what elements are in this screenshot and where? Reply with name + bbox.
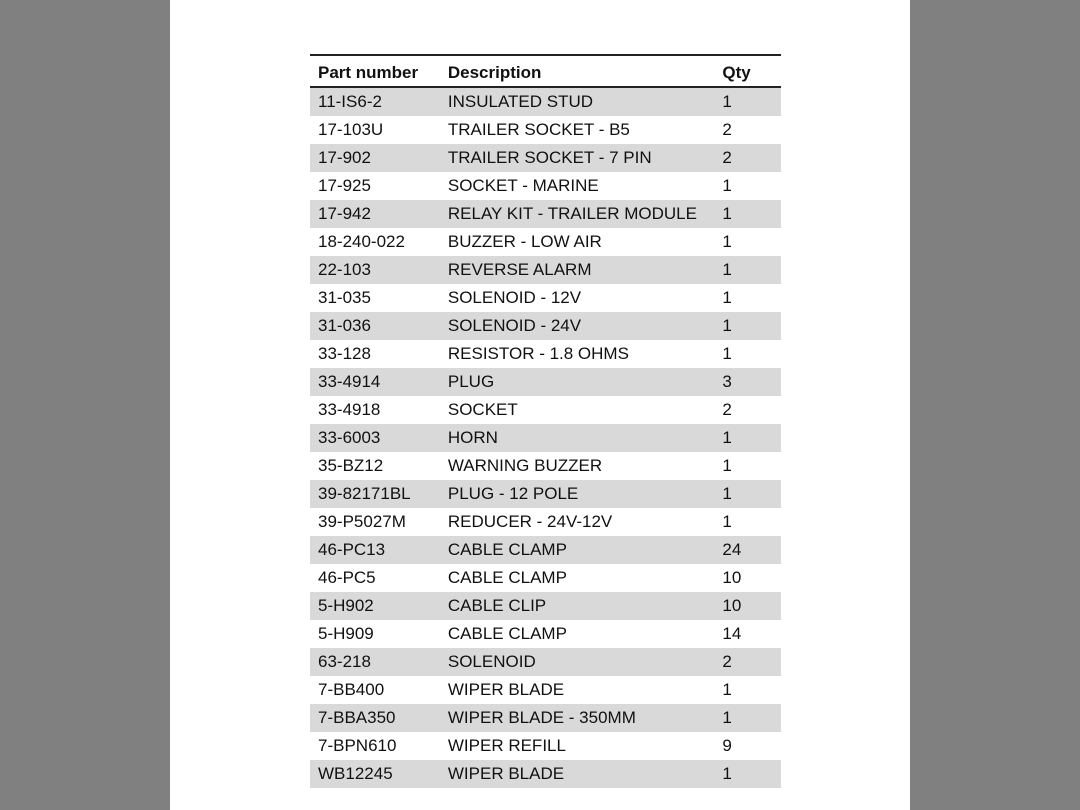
description-cell: CABLE CLAMP (447, 624, 567, 643)
part-number-cell: 46-PC5 (318, 568, 376, 587)
part-number-cell: 17-902 (310, 144, 440, 172)
qty-cell: 1 (722, 288, 732, 307)
description-cell: TRAILER SOCKET - 7 PIN (440, 144, 715, 172)
part-number-cell: 17-925 (318, 176, 371, 195)
table-row (310, 536, 781, 564)
table-header-row (310, 55, 781, 87)
description-cell: SOLENOID (440, 648, 715, 676)
table-row (310, 620, 781, 648)
qty-cell: 1 (722, 232, 732, 251)
qty-cell: 1 (722, 176, 732, 195)
part-number-cell: WB12245 (310, 760, 440, 788)
parts-table (310, 54, 781, 788)
part-number-cell: 39-82171BL (310, 480, 440, 508)
qty-cell: 1 (714, 760, 781, 788)
description-cell: WIPER BLADE (447, 680, 565, 699)
qty-cell: 1 (714, 704, 781, 732)
part-number-cell: 7-BBA350 (310, 704, 440, 732)
table-row (310, 340, 781, 368)
part-number-cell: 33-4918 (318, 400, 381, 419)
part-number-cell: 18-240-022 (318, 232, 405, 251)
table-row (310, 760, 781, 788)
table-row (310, 480, 781, 508)
part-number-cell: 33-128 (318, 344, 371, 363)
part-number-cell: 35-BZ12 (318, 456, 384, 475)
part-number-cell: 11-IS6-2 (310, 87, 440, 116)
description-cell: SOLENOID - 12V (447, 288, 582, 307)
part-number-cell: 5-H902 (310, 592, 440, 620)
part-number-cell: 63-218 (310, 648, 440, 676)
qty-cell: 1 (722, 680, 732, 699)
part-number-cell: 17-942 (310, 200, 440, 228)
table-row (310, 368, 781, 396)
description-cell: SOCKET - MARINE (447, 176, 599, 195)
description-cell: RESISTOR - 1.8 OHMS (447, 344, 629, 363)
qty-cell: 2 (714, 648, 781, 676)
description-cell: REDUCER - 24V-12V (447, 512, 613, 531)
table-row (310, 704, 781, 732)
description-cell: PLUG - 12 POLE (440, 480, 715, 508)
description-cell: PLUG (440, 368, 715, 396)
qty-cell: 2 (722, 400, 732, 419)
description-cell: BUZZER - LOW AIR (447, 232, 602, 251)
table-row (310, 396, 781, 424)
table-row (310, 228, 781, 256)
table-row (310, 256, 781, 284)
part-number-cell: 33-6003 (310, 424, 440, 452)
part-number-cell: 22-103 (310, 256, 440, 284)
description-cell: CABLE CLAMP (447, 568, 567, 587)
table-row (310, 144, 781, 172)
document-page (170, 0, 910, 810)
description-cell: INSULATED STUD (440, 87, 715, 116)
header-description: Description (440, 55, 715, 87)
part-number-cell: 31-036 (310, 312, 440, 340)
table-row (310, 172, 781, 200)
table-row (310, 508, 781, 536)
table-body (310, 87, 781, 788)
description-cell: TRAILER SOCKET - B5 (447, 120, 630, 139)
table-row (310, 87, 781, 116)
part-number-cell: 17-103U (318, 120, 384, 139)
qty-cell: 24 (714, 536, 781, 564)
description-cell: WIPER REFILL (447, 736, 566, 755)
part-number-cell: 31-035 (318, 288, 371, 307)
qty-cell: 1 (722, 456, 732, 475)
qty-cell: 2 (722, 120, 732, 139)
part-number-cell: 33-4914 (310, 368, 440, 396)
table-row (310, 732, 781, 760)
qty-cell: 9 (722, 736, 732, 755)
part-number-cell: 7-BPN610 (318, 736, 397, 755)
qty-cell: 2 (714, 144, 781, 172)
qty-cell: 1 (714, 200, 781, 228)
description-cell: CABLE CLAMP (440, 536, 715, 564)
part-number-cell: 39-P5027M (318, 512, 406, 531)
header-qty: Qty (714, 55, 781, 87)
qty-cell: 1 (714, 480, 781, 508)
qty-cell: 14 (722, 624, 742, 643)
description-cell: SOCKET (447, 400, 518, 419)
table-row (310, 676, 781, 704)
table-row (310, 424, 781, 452)
qty-cell: 1 (714, 312, 781, 340)
qty-cell: 3 (714, 368, 781, 396)
qty-cell: 1 (714, 87, 781, 116)
qty-cell: 1 (714, 256, 781, 284)
description-cell: WIPER BLADE - 350MM (440, 704, 715, 732)
description-cell: REVERSE ALARM (440, 256, 715, 284)
description-cell: HORN (440, 424, 715, 452)
table-row (310, 284, 781, 312)
part-number-cell: 46-PC13 (310, 536, 440, 564)
table-row (310, 116, 781, 144)
qty-cell: 10 (714, 592, 781, 620)
table-row (310, 452, 781, 480)
table-row (310, 312, 781, 340)
table-row (310, 592, 781, 620)
table-row (310, 200, 781, 228)
description-cell: SOLENOID - 24V (440, 312, 715, 340)
description-cell: CABLE CLIP (440, 592, 715, 620)
description-cell: WARNING BUZZER (447, 456, 603, 475)
qty-cell: 1 (722, 344, 732, 363)
qty-cell: 1 (714, 424, 781, 452)
qty-cell: 10 (722, 568, 742, 587)
part-number-cell: 5-H909 (318, 624, 374, 643)
part-number-cell: 7-BB400 (318, 680, 385, 699)
description-cell: WIPER BLADE (440, 760, 715, 788)
header-part-number: Part number (310, 55, 440, 87)
table-row (310, 564, 781, 592)
table-row (310, 648, 781, 676)
description-cell: RELAY KIT - TRAILER MODULE (440, 200, 715, 228)
qty-cell: 1 (722, 512, 732, 531)
